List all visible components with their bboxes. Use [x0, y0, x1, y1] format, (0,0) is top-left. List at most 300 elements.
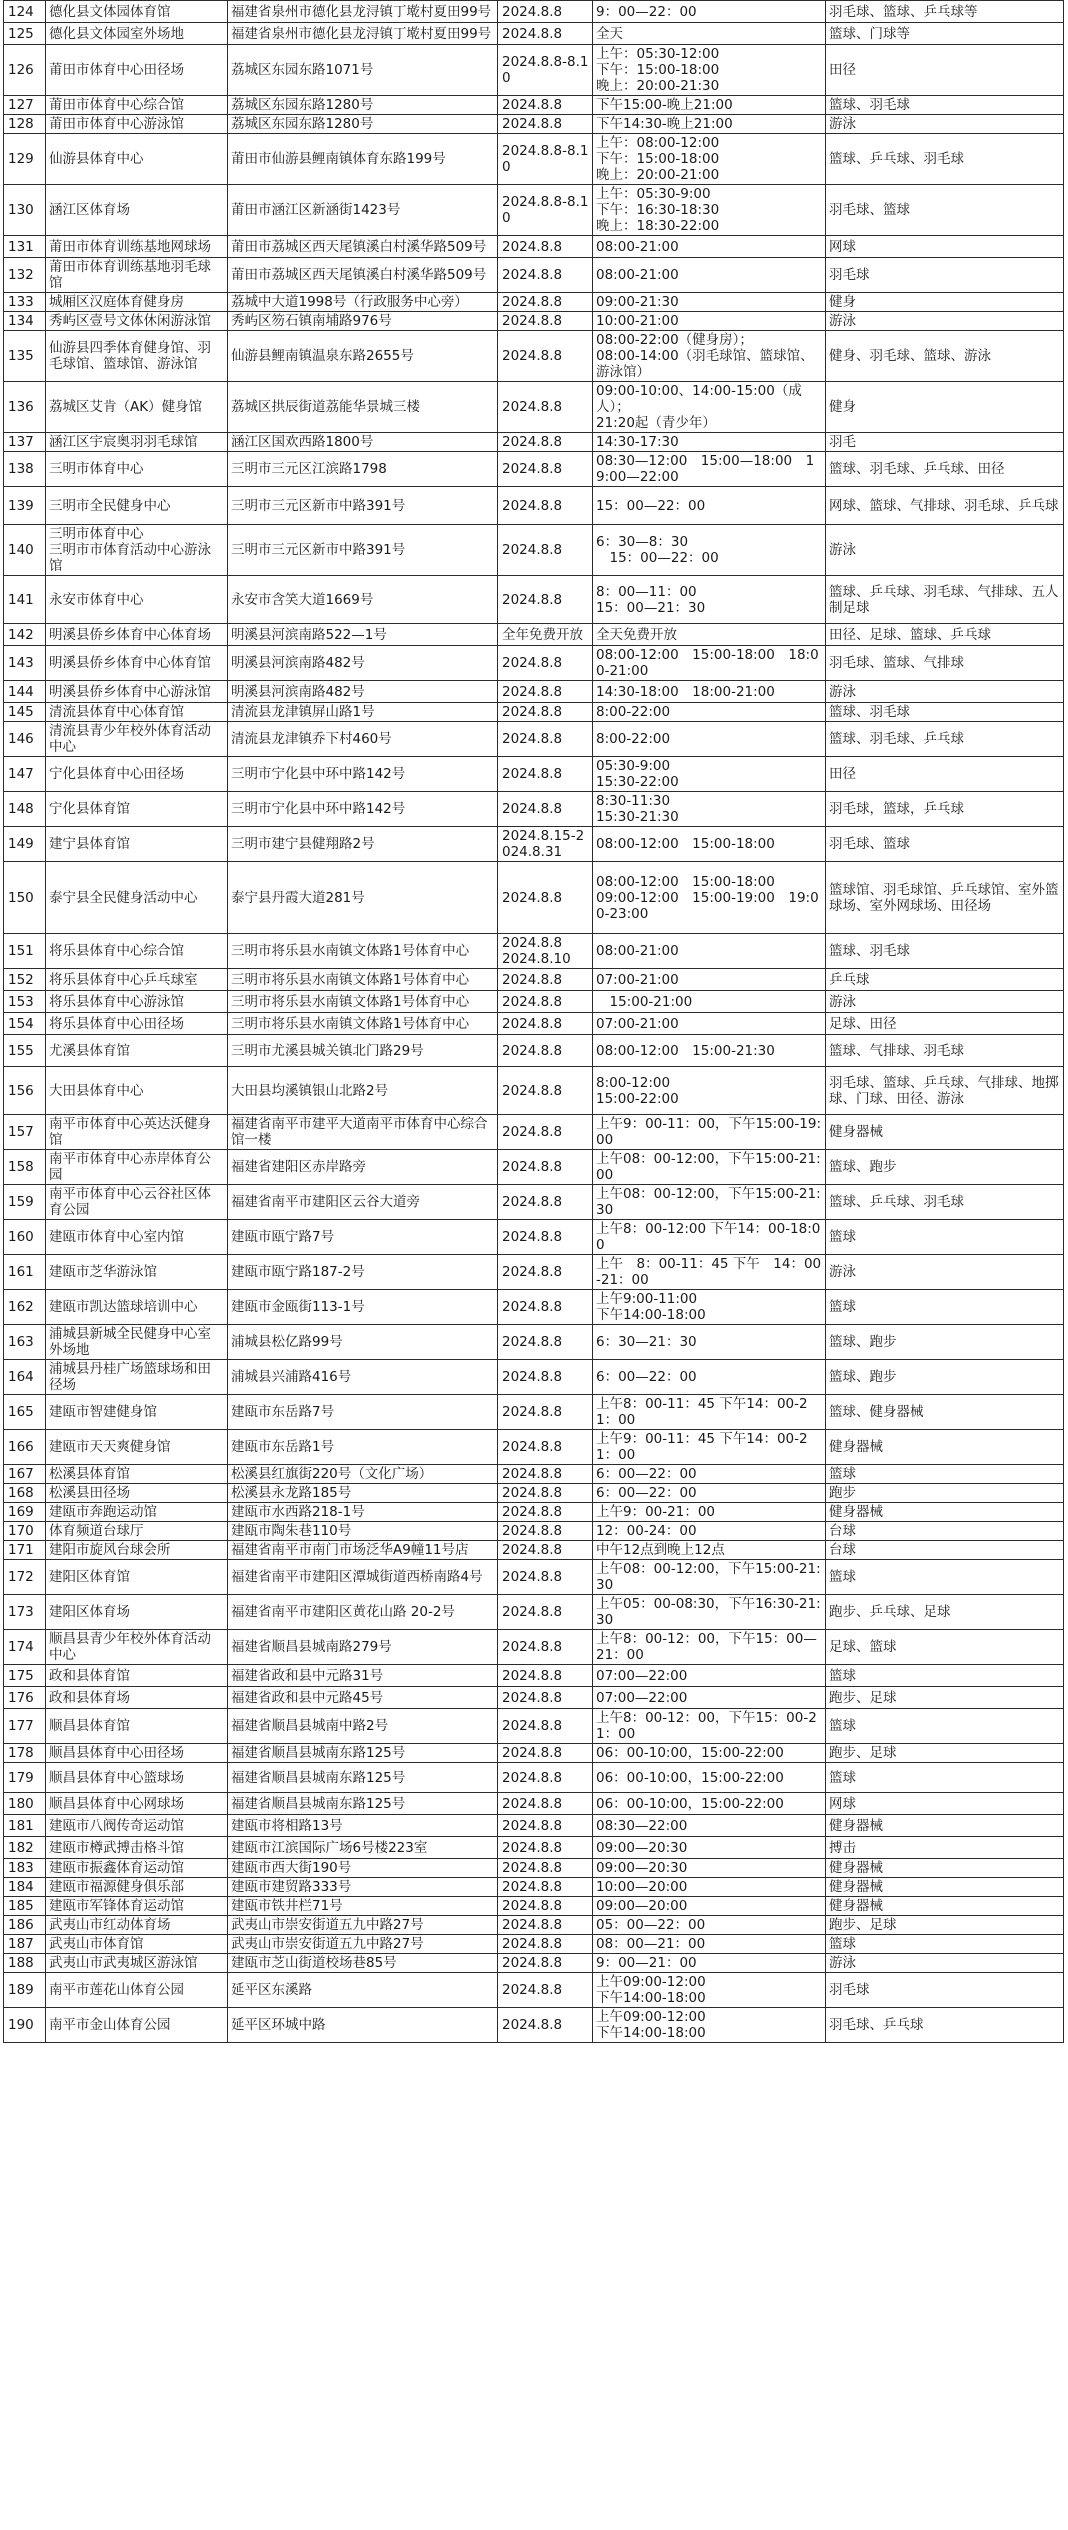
open-hours-cell: 上午：05:30-9:00 下午：16:30-18:30 晚上：18:30-22:00 [593, 185, 826, 236]
open-date-cell: 2024.8.8 [498, 2008, 593, 2043]
open-hours-cell: 上午8：00-12：00，下午15：00—21：00 [593, 1630, 826, 1665]
row-number-cell: 160 [4, 1220, 46, 1255]
open-hours-cell: 08:30—12:00 15:00—18:00 19:00—22:00 [593, 452, 826, 487]
venue-address-cell: 荔城区东园东路1280号 [228, 115, 498, 134]
open-hours-cell: 上午9：00-11：00，下午15:00-19:00 [593, 1115, 826, 1150]
open-hours-cell: 07:00-21:00 [593, 1013, 826, 1035]
venue-address-cell: 福建省顺昌县城南东路125号 [228, 1744, 498, 1763]
open-hours-cell: 全天 [593, 23, 826, 45]
venue-name-cell: 永安市体育中心 [46, 576, 228, 624]
venue-name-cell: 大田县体育中心 [46, 1067, 228, 1115]
venue-address-cell: 建瓯市瓯宁路7号 [228, 1220, 498, 1255]
table-row [4, 1541, 1064, 1560]
sport-items-cell: 跑步、乒乓球、足球 [826, 1595, 1064, 1630]
row-number-cell: 174 [4, 1630, 46, 1665]
sport-items-cell: 健身器械 [826, 1878, 1064, 1897]
row-number-cell: 175 [4, 1665, 46, 1687]
venue-address-cell: 建瓯市西大街190号 [228, 1859, 498, 1878]
open-date-cell: 2024.8.8 [498, 1560, 593, 1595]
row-number-cell: 125 [4, 23, 46, 45]
open-date-cell: 2024.8.8 [498, 1, 593, 23]
venue-name-cell: 建瓯市凯达篮球培训中心 [46, 1290, 228, 1325]
open-hours-cell: 8:00-12:00 15:00-22:00 [593, 1067, 826, 1115]
open-date-cell: 2024.8.8 [498, 1973, 593, 2008]
venue-name-cell: 建瓯市樽武搏击格斗馆 [46, 1837, 228, 1859]
open-hours-cell: 上午08：00-12:00，下午15:00-21:30 [593, 1560, 826, 1595]
venue-address-cell: 仙游县鲤南镇温泉东路2655号 [228, 331, 498, 382]
table-row [4, 934, 1064, 969]
venue-address-cell: 建瓯市芝山街道校场巷85号 [228, 1954, 498, 1973]
sport-items-cell: 健身、羽毛球、篮球、游泳 [826, 331, 1064, 382]
row-number-cell: 169 [4, 1503, 46, 1522]
venue-address-cell: 建瓯市建贸路333号 [228, 1878, 498, 1897]
open-date-cell: 2024.8.8 [498, 1630, 593, 1665]
open-date-cell: 2024.8.8 [498, 1484, 593, 1503]
table-row [4, 1595, 1064, 1630]
venue-name-cell: 武夷山市武夷城区游泳馆 [46, 1954, 228, 1973]
table-row [4, 1815, 1064, 1837]
table-row [4, 96, 1064, 115]
open-date-cell: 2024.8.8 [498, 312, 593, 331]
open-date-cell: 2024.8.8 [498, 258, 593, 293]
open-date-cell: 2024.8.8 [498, 757, 593, 792]
venue-address-cell: 福建省政和县中元路31号 [228, 1665, 498, 1687]
table-row [4, 525, 1064, 576]
venue-address-cell: 武夷山市崇安街道五九中路27号 [228, 1916, 498, 1935]
sport-items-cell: 篮球、跑步 [826, 1360, 1064, 1395]
row-number-cell: 171 [4, 1541, 46, 1560]
sport-items-cell: 健身器械 [826, 1503, 1064, 1522]
sport-items-cell: 健身 [826, 293, 1064, 312]
venue-name-cell: 城厢区汉庭体育健身房 [46, 293, 228, 312]
venue-name-cell: 建瓯市八阀传奇运动馆 [46, 1815, 228, 1837]
venue-address-cell: 三明市尤溪县城关镇北门路29号 [228, 1035, 498, 1067]
venue-name-cell: 明溪县侨乡体育中心体育场 [46, 624, 228, 646]
table-row [4, 1560, 1064, 1595]
open-hours-cell: 上午 8：00-11：45 下午 14：00-21：00 [593, 1255, 826, 1290]
open-hours-cell: 9：00—21：00 [593, 1954, 826, 1973]
venue-name-cell: 秀屿区壹号文体休闲游泳馆 [46, 312, 228, 331]
row-number-cell: 185 [4, 1897, 46, 1916]
table-row [4, 185, 1064, 236]
row-number-cell: 184 [4, 1878, 46, 1897]
open-date-cell: 2024.8.8 [498, 1763, 593, 1793]
open-date-cell: 2024.8.8 [498, 1878, 593, 1897]
open-hours-cell: 上午8：00-11：45 下午14：00-21：00 [593, 1395, 826, 1430]
sport-items-cell: 健身器械 [826, 1859, 1064, 1878]
sport-items-cell: 篮球、门球等 [826, 23, 1064, 45]
venue-name-cell: 莆田市体育中心田径场 [46, 45, 228, 96]
sport-items-cell: 台球 [826, 1541, 1064, 1560]
table-row [4, 1973, 1064, 2008]
sport-items-cell: 田径 [826, 757, 1064, 792]
sport-items-cell: 游泳 [826, 115, 1064, 134]
row-number-cell: 189 [4, 1973, 46, 2008]
venue-name-cell: 南平市莲花山体育公园 [46, 1973, 228, 2008]
open-hours-cell: 08:00-21:00 [593, 934, 826, 969]
open-date-cell: 2024.8.8 [498, 1815, 593, 1837]
open-hours-cell: 08:00-22:00（健身房）； 08:00-14:00（羽毛球馆、篮球馆、游泳馆） [593, 331, 826, 382]
row-number-cell: 190 [4, 2008, 46, 2043]
sport-items-cell: 篮球 [826, 1763, 1064, 1793]
table-row [4, 1360, 1064, 1395]
open-hours-cell: 08:00-12:00 15:00-21:30 [593, 1035, 826, 1067]
venue-address-cell: 延平区东溪路 [228, 1973, 498, 2008]
venue-name-cell: 建瓯市天天爽健身馆 [46, 1430, 228, 1465]
open-hours-cell: 上午09:00-12:00 下午14:00-18:00 [593, 2008, 826, 2043]
sport-items-cell: 田径 [826, 45, 1064, 96]
table-row [4, 1484, 1064, 1503]
sport-items-cell: 羽毛球、篮球、乒乓球等 [826, 1, 1064, 23]
table-row [4, 45, 1064, 96]
open-date-cell: 2024.8.8 [498, 792, 593, 827]
venue-address-cell: 福建省南平市建阳区云谷大道旁 [228, 1185, 498, 1220]
sport-items-cell: 游泳 [826, 525, 1064, 576]
sport-items-cell: 篮球 [826, 1935, 1064, 1954]
open-date-cell: 2024.8.8 [498, 23, 593, 45]
sport-items-cell: 羽毛球 [826, 258, 1064, 293]
sport-items-cell: 篮球 [826, 1290, 1064, 1325]
open-hours-cell: 上午9：00-11：45 下午14：00-21：00 [593, 1430, 826, 1465]
sport-items-cell: 跑步 [826, 1484, 1064, 1503]
venue-address-cell: 三明市宁化县中环中路142号 [228, 757, 498, 792]
sport-items-cell: 篮球、羽毛球 [826, 934, 1064, 969]
open-date-cell: 2024.8.8 [498, 1013, 593, 1035]
venue-name-cell: 三明市体育中心 [46, 452, 228, 487]
table-row [4, 1290, 1064, 1325]
sport-items-cell: 羽毛球、篮球 [826, 185, 1064, 236]
row-number-cell: 173 [4, 1595, 46, 1630]
open-date-cell: 2024.8.8 [498, 1115, 593, 1150]
sport-items-cell: 台球 [826, 1522, 1064, 1541]
venue-address-cell: 三明市将乐县水南镇文体路1号体育中心 [228, 934, 498, 969]
open-hours-cell: 08:30—22:00 [593, 1815, 826, 1837]
row-number-cell: 142 [4, 624, 46, 646]
row-number-cell: 151 [4, 934, 46, 969]
sport-items-cell: 篮球、羽毛球、乒乓球、田径 [826, 452, 1064, 487]
venue-address-cell: 建瓯市将相路13号 [228, 1815, 498, 1837]
row-number-cell: 183 [4, 1859, 46, 1878]
venue-address-cell: 三明市宁化县中环中路142号 [228, 792, 498, 827]
venue-name-cell: 宁化县体育馆 [46, 792, 228, 827]
row-number-cell: 135 [4, 331, 46, 382]
sport-items-cell: 篮球、羽毛球 [826, 96, 1064, 115]
table-row [4, 1665, 1064, 1687]
row-number-cell: 170 [4, 1522, 46, 1541]
open-hours-cell: 08:00-12:00 15:00-18:00 [593, 827, 826, 862]
venue-name-cell: 顺昌县体育馆 [46, 1709, 228, 1744]
open-date-cell: 2024.8.8 [498, 382, 593, 433]
row-number-cell: 178 [4, 1744, 46, 1763]
sport-items-cell: 篮球、乒乓球、羽毛球 [826, 1185, 1064, 1220]
table-row [4, 1935, 1064, 1954]
row-number-cell: 130 [4, 185, 46, 236]
venue-address-cell: 建瓯市瓯宁路187-2号 [228, 1255, 498, 1290]
venue-address-cell: 建瓯市铁井栏71号 [228, 1897, 498, 1916]
open-date-cell: 2024.8.8 [498, 525, 593, 576]
venue-name-cell: 莆田市体育训练基地羽毛球馆 [46, 258, 228, 293]
sport-items-cell: 游泳 [826, 312, 1064, 331]
sport-items-cell: 篮球 [826, 1220, 1064, 1255]
venue-name-cell: 清流县体育中心体育馆 [46, 703, 228, 722]
sport-items-cell: 健身器械 [826, 1430, 1064, 1465]
sport-items-cell: 篮球 [826, 1560, 1064, 1595]
open-date-cell: 2024.8.8-8.10 [498, 45, 593, 96]
table-row [4, 681, 1064, 703]
row-number-cell: 177 [4, 1709, 46, 1744]
open-hours-cell: 8:00-22:00 [593, 722, 826, 757]
row-number-cell: 155 [4, 1035, 46, 1067]
venue-address-cell: 三明市三元区新市中路391号 [228, 487, 498, 525]
open-hours-cell: 上午8：00-12：00，下午15：00-21：00 [593, 1709, 826, 1744]
venue-address-cell: 大田县均溪镇银山北路2号 [228, 1067, 498, 1115]
venue-address-cell: 福建省顺昌县城南中路2号 [228, 1709, 498, 1744]
venue-name-cell: 松溪县田径场 [46, 1484, 228, 1503]
venue-address-cell: 秀屿区笏石镇南埔路976号 [228, 312, 498, 331]
venue-address-cell: 福建省建阳区赤岸路旁 [228, 1150, 498, 1185]
table-row [4, 1687, 1064, 1709]
table-row [4, 1763, 1064, 1793]
row-number-cell: 182 [4, 1837, 46, 1859]
table-row [4, 576, 1064, 624]
sport-items-cell: 篮球 [826, 1709, 1064, 1744]
open-date-cell: 2024.8.8 [498, 1360, 593, 1395]
table-row [4, 862, 1064, 934]
open-date-cell: 2024.8.8 [498, 1465, 593, 1484]
table-row [4, 134, 1064, 185]
row-number-cell: 154 [4, 1013, 46, 1035]
open-hours-cell: 08:00-12:00 15:00-18:00 09:00-12:00 15:00-19:00 19:00-23:00 [593, 862, 826, 934]
venue-address-cell: 荔城中大道1998号（行政服务中心旁） [228, 293, 498, 312]
table-row [4, 703, 1064, 722]
table-row [4, 1503, 1064, 1522]
sport-items-cell: 篮球、乒乓球、羽毛球、气排球、五人制足球 [826, 576, 1064, 624]
table-row [4, 1897, 1064, 1916]
table-row [4, 331, 1064, 382]
open-date-cell: 2024.8.8 [498, 487, 593, 525]
open-date-cell: 2024.8.8 [498, 991, 593, 1013]
row-number-cell: 180 [4, 1793, 46, 1815]
row-number-cell: 172 [4, 1560, 46, 1595]
sport-items-cell: 篮球、乒乓球、羽毛球 [826, 134, 1064, 185]
open-date-cell: 2024.8.8 [498, 1035, 593, 1067]
open-date-cell: 2024.8.8 [498, 1744, 593, 1763]
open-date-cell: 2024.8.8 [498, 703, 593, 722]
row-number-cell: 145 [4, 703, 46, 722]
open-hours-cell: 10:00—20:00 [593, 1878, 826, 1897]
open-date-cell: 2024.8.8 [498, 1325, 593, 1360]
venue-name-cell: 建阳市旋风台球会所 [46, 1541, 228, 1560]
venue-name-cell: 清流县青少年校外体育活动中心 [46, 722, 228, 757]
venue-address-cell: 福建省南平市南门市场泛华A9幢11号店 [228, 1541, 498, 1560]
open-date-cell: 2024.8.8 [498, 1067, 593, 1115]
open-date-cell: 2024.8.8 [498, 1709, 593, 1744]
open-hours-cell: 07:00—22:00 [593, 1665, 826, 1687]
venue-name-cell: 荔城区艾肯（AK）健身馆 [46, 382, 228, 433]
open-hours-cell: 05：00—22：00 [593, 1916, 826, 1935]
row-number-cell: 187 [4, 1935, 46, 1954]
open-date-cell: 2024.8.8 [498, 115, 593, 134]
table-row [4, 236, 1064, 258]
open-hours-cell: 6：30—8：30 15：00—22：00 [593, 525, 826, 576]
venue-name-cell: 顺昌县体育中心田径场 [46, 1744, 228, 1763]
table-row [4, 2008, 1064, 2043]
row-number-cell: 176 [4, 1687, 46, 1709]
open-date-cell: 2024.8.8 [498, 236, 593, 258]
venue-address-cell: 建瓯市东岳路1号 [228, 1430, 498, 1465]
venue-name-cell: 将乐县体育中心综合馆 [46, 934, 228, 969]
open-date-cell: 2024.8.8 [498, 722, 593, 757]
table-row [4, 1150, 1064, 1185]
open-date-cell: 2024.8.8 [498, 1541, 593, 1560]
venue-name-cell: 武夷山市红动体育场 [46, 1916, 228, 1935]
sport-items-cell: 乒乓球 [826, 969, 1064, 991]
open-date-cell: 2024.8.8 [498, 1837, 593, 1859]
row-number-cell: 152 [4, 969, 46, 991]
open-date-cell: 2024.8.8 [498, 576, 593, 624]
table-row [4, 646, 1064, 681]
row-number-cell: 148 [4, 792, 46, 827]
venue-name-cell: 三明市体育中心 三明市市体育活动中心游泳馆 [46, 525, 228, 576]
open-hours-cell: 10:00-21:00 [593, 312, 826, 331]
venue-name-cell: 涵江区体育场 [46, 185, 228, 236]
venue-name-cell: 泰宁县全民健身活动中心 [46, 862, 228, 934]
sport-items-cell: 健身器械 [826, 1897, 1064, 1916]
open-date-cell: 2024.8.8 [498, 433, 593, 452]
open-hours-cell: 中午12点到晚上12点 [593, 1541, 826, 1560]
table-row [4, 1115, 1064, 1150]
table-row [4, 624, 1064, 646]
table-row [4, 1878, 1064, 1897]
venue-address-cell: 福建省南平市建阳区黄花山路 20-2号 [228, 1595, 498, 1630]
sport-items-cell: 足球、田径 [826, 1013, 1064, 1035]
venue-address-cell: 延平区环城中路 [228, 2008, 498, 2043]
table-row [4, 1954, 1064, 1973]
open-date-cell: 2024.8.8 [498, 1503, 593, 1522]
row-number-cell: 131 [4, 236, 46, 258]
venue-name-cell: 建瓯市体育中心室内馆 [46, 1220, 228, 1255]
sport-items-cell: 篮球、气排球、羽毛球 [826, 1035, 1064, 1067]
row-number-cell: 134 [4, 312, 46, 331]
open-hours-cell: 07:00-21:00 [593, 969, 826, 991]
open-hours-cell: 上午9:00-11:00 下午14:00-18:00 [593, 1290, 826, 1325]
table-row [4, 1709, 1064, 1744]
table-row [4, 487, 1064, 525]
table-row [4, 23, 1064, 45]
open-date-cell: 2024.8.8 [498, 681, 593, 703]
venue-address-cell: 福建省泉州市德化县龙浔镇丁墘村夏田99号 [228, 1, 498, 23]
table-row [4, 452, 1064, 487]
venue-address-cell: 建瓯市江滨国际广场6号楼223室 [228, 1837, 498, 1859]
venue-address-cell: 建瓯市水西路218-1号 [228, 1503, 498, 1522]
sport-items-cell: 足球、篮球 [826, 1630, 1064, 1665]
open-date-cell: 2024.8.8 [498, 1522, 593, 1541]
venue-address-cell: 荔城区东园东路1071号 [228, 45, 498, 96]
row-number-cell: 136 [4, 382, 46, 433]
open-hours-cell: 06：00-10:00，15:00-22:00 [593, 1744, 826, 1763]
open-hours-cell: 07:00—22:00 [593, 1687, 826, 1709]
venue-address-cell: 莆田市荔城区西天尾镇溪白村溪华路509号 [228, 236, 498, 258]
table-row [4, 969, 1064, 991]
open-hours-cell: 08:00-21:00 [593, 258, 826, 293]
open-hours-cell: 上午05：00-08:30，下午16:30-21:30 [593, 1595, 826, 1630]
open-hours-cell: 上午9：00-21：00 [593, 1503, 826, 1522]
venue-name-cell: 莆田市体育训练基地网球场 [46, 236, 228, 258]
row-number-cell: 164 [4, 1360, 46, 1395]
venue-address-cell: 明溪县河滨南路522—1号 [228, 624, 498, 646]
venue-name-cell: 顺昌县体育中心篮球场 [46, 1763, 228, 1793]
venue-name-cell: 建瓯市奔跑运动馆 [46, 1503, 228, 1522]
venue-name-cell: 建阳区体育馆 [46, 1560, 228, 1595]
sport-items-cell: 搏击 [826, 1837, 1064, 1859]
venue-name-cell: 三明市全民健身中心 [46, 487, 228, 525]
open-date-cell: 2024.8.8 [498, 1430, 593, 1465]
open-date-cell: 2024.8.8 [498, 1290, 593, 1325]
open-date-cell: 2024.8.8-8.10 [498, 185, 593, 236]
open-hours-cell: 下午15:00-晚上21:00 [593, 96, 826, 115]
open-date-cell: 2024.8.8 [498, 452, 593, 487]
row-number-cell: 133 [4, 293, 46, 312]
row-number-cell: 149 [4, 827, 46, 862]
row-number-cell: 168 [4, 1484, 46, 1503]
venue-address-cell: 荔城区东园东路1280号 [228, 96, 498, 115]
open-hours-cell: 上午08：00-12:00，下午15:00-21:30 [593, 1185, 826, 1220]
venue-name-cell: 德化县文体园室外场地 [46, 23, 228, 45]
open-hours-cell: 09:00-21:30 [593, 293, 826, 312]
venue-address-cell: 福建省顺昌县城南路279号 [228, 1630, 498, 1665]
row-number-cell: 165 [4, 1395, 46, 1430]
venue-address-cell: 明溪县河滨南路482号 [228, 646, 498, 681]
row-number-cell: 127 [4, 96, 46, 115]
sport-items-cell: 跑步、足球 [826, 1916, 1064, 1935]
table-row [4, 1916, 1064, 1935]
table-row [4, 312, 1064, 331]
row-number-cell: 186 [4, 1916, 46, 1935]
venue-address-cell: 建瓯市金瓯街113-1号 [228, 1290, 498, 1325]
sport-items-cell: 羽毛球、乒乓球 [826, 2008, 1064, 2043]
open-hours-cell: 8：00—11：00 15：00—21：30 [593, 576, 826, 624]
row-number-cell: 128 [4, 115, 46, 134]
open-hours-cell: 下午14:30-晚上21:00 [593, 115, 826, 134]
open-date-cell: 2024.8.8 [498, 96, 593, 115]
open-date-cell: 2024.8.8 2024.8.10 [498, 934, 593, 969]
row-number-cell: 162 [4, 1290, 46, 1325]
open-date-cell: 2024.8.8 [498, 646, 593, 681]
open-date-cell: 2024.8.8 [498, 1793, 593, 1815]
table-row [4, 991, 1064, 1013]
table-row [4, 1837, 1064, 1859]
venue-name-cell: 南平市体育中心云谷社区体育公园 [46, 1185, 228, 1220]
venue-name-cell: 明溪县侨乡体育中心游泳馆 [46, 681, 228, 703]
open-hours-cell: 09:00-10:00、14:00-15:00（成人）； 21:20起（青少年） [593, 382, 826, 433]
venue-name-cell: 涵江区宇宸奥羽羽毛球馆 [46, 433, 228, 452]
sport-items-cell: 羽毛球、篮球、气排球 [826, 646, 1064, 681]
open-hours-cell: 上午08：00-12:00，下午15:00-21:00 [593, 1150, 826, 1185]
row-number-cell: 157 [4, 1115, 46, 1150]
open-hours-cell: 8:00-22:00 [593, 703, 826, 722]
row-number-cell: 167 [4, 1465, 46, 1484]
table-row [4, 1035, 1064, 1067]
sport-items-cell: 篮球、跑步 [826, 1150, 1064, 1185]
row-number-cell: 150 [4, 862, 46, 934]
sport-items-cell: 羽毛球、篮球 [826, 827, 1064, 862]
open-hours-cell: 6：00—22：00 [593, 1360, 826, 1395]
row-number-cell: 144 [4, 681, 46, 703]
row-number-cell: 141 [4, 576, 46, 624]
table-row [4, 1067, 1064, 1115]
venue-name-cell: 政和县体育场 [46, 1687, 228, 1709]
venue-name-cell: 武夷山市体育馆 [46, 1935, 228, 1954]
